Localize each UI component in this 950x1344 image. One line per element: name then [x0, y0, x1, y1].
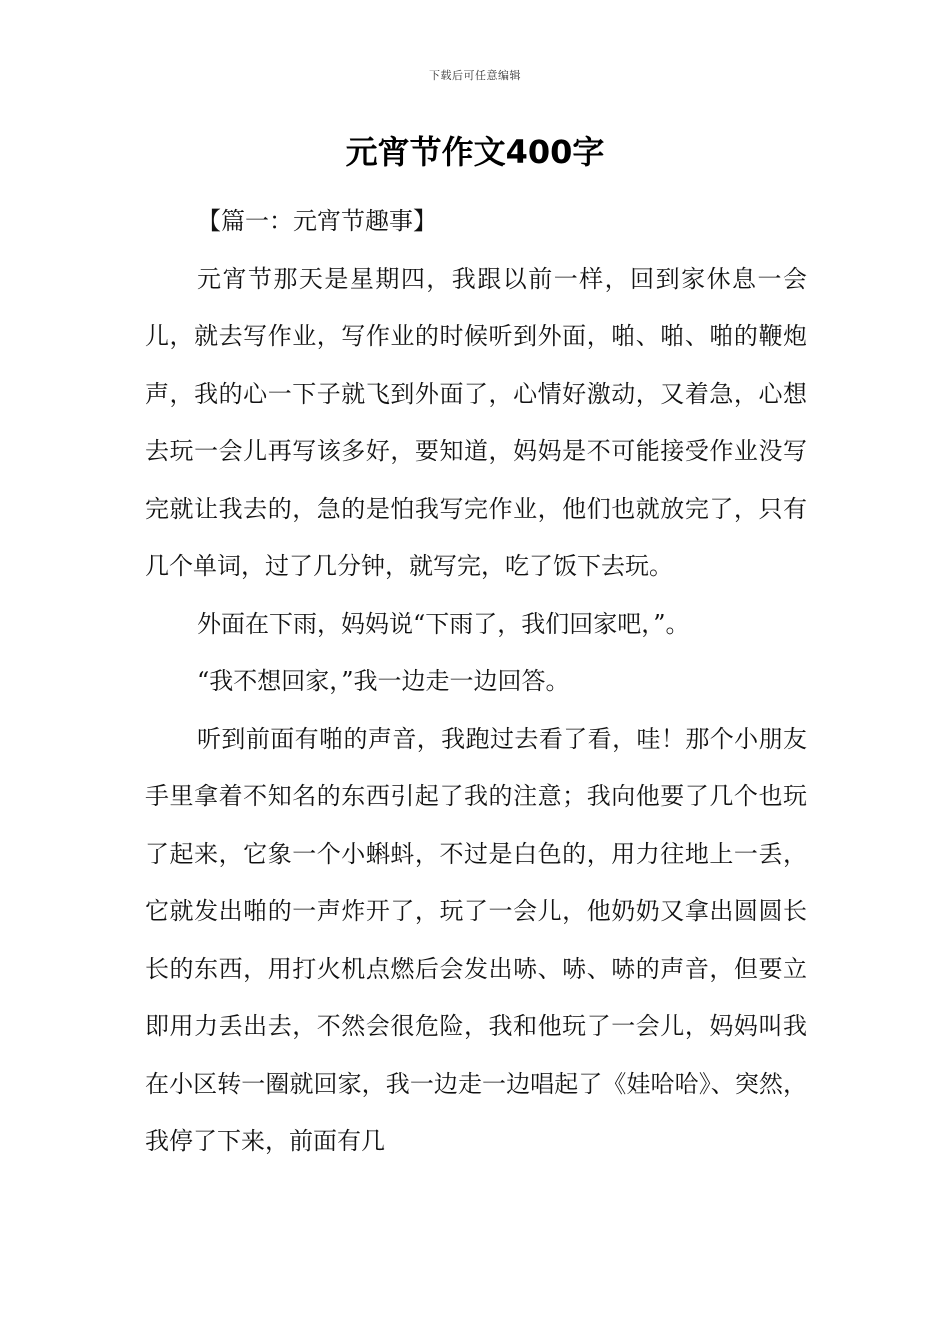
paragraph: “我不想回家，”我一边走一边回答。 — [197, 667, 570, 695]
header-note: 下载后可任意编辑 — [429, 69, 521, 82]
document-body — [145, 193, 807, 1171]
paragraph: 听到前面有啪的声音，我跑过去看了看，哇！那个小朋友手里拿着不知名的东西引起了我的注意；我向他要了几个也玩了起来，它象一个小蝌蚪，不过是白色的，用力往地上一丢，它就发出啪的一声炸开了，玩了一会儿，他奶奶又拿出圆圆长长的东西，用打火机点燃后会发出哧、哧、哧的声音，但要立即用力丢出去，不然会很危险，我和他玩了一会儿，妈妈叫我在小区转一圈就回家，我一边走一边唱起了《娃哈哈》、突然，我停了下来，前面有几 — [145, 724, 807, 1155]
document-title: 元宵节作文400字 — [345, 133, 605, 171]
paragraph: 外面在下雨，妈妈说“下雨了，我们回家吧，”。 — [197, 609, 690, 638]
section-heading: 【篇一：元宵节趣事】 — [197, 207, 437, 235]
paragraph: 元宵节那天是星期四，我跟以前一样，回到家休息一会儿，就去写作业，写作业的时候听到外面，啪、啪、啪的鞭炮声，我的心一下子就飞到外面了，心情好激动，又着急，心想去玩一会儿再写该多好，要知道，妈妈是不可能接受作业没写完就让我去的，急的是怕我写完作业，他们也就放完了，只有几个单词，过了几分钟，就写完，吃了饭下去玩。 — [145, 264, 807, 580]
